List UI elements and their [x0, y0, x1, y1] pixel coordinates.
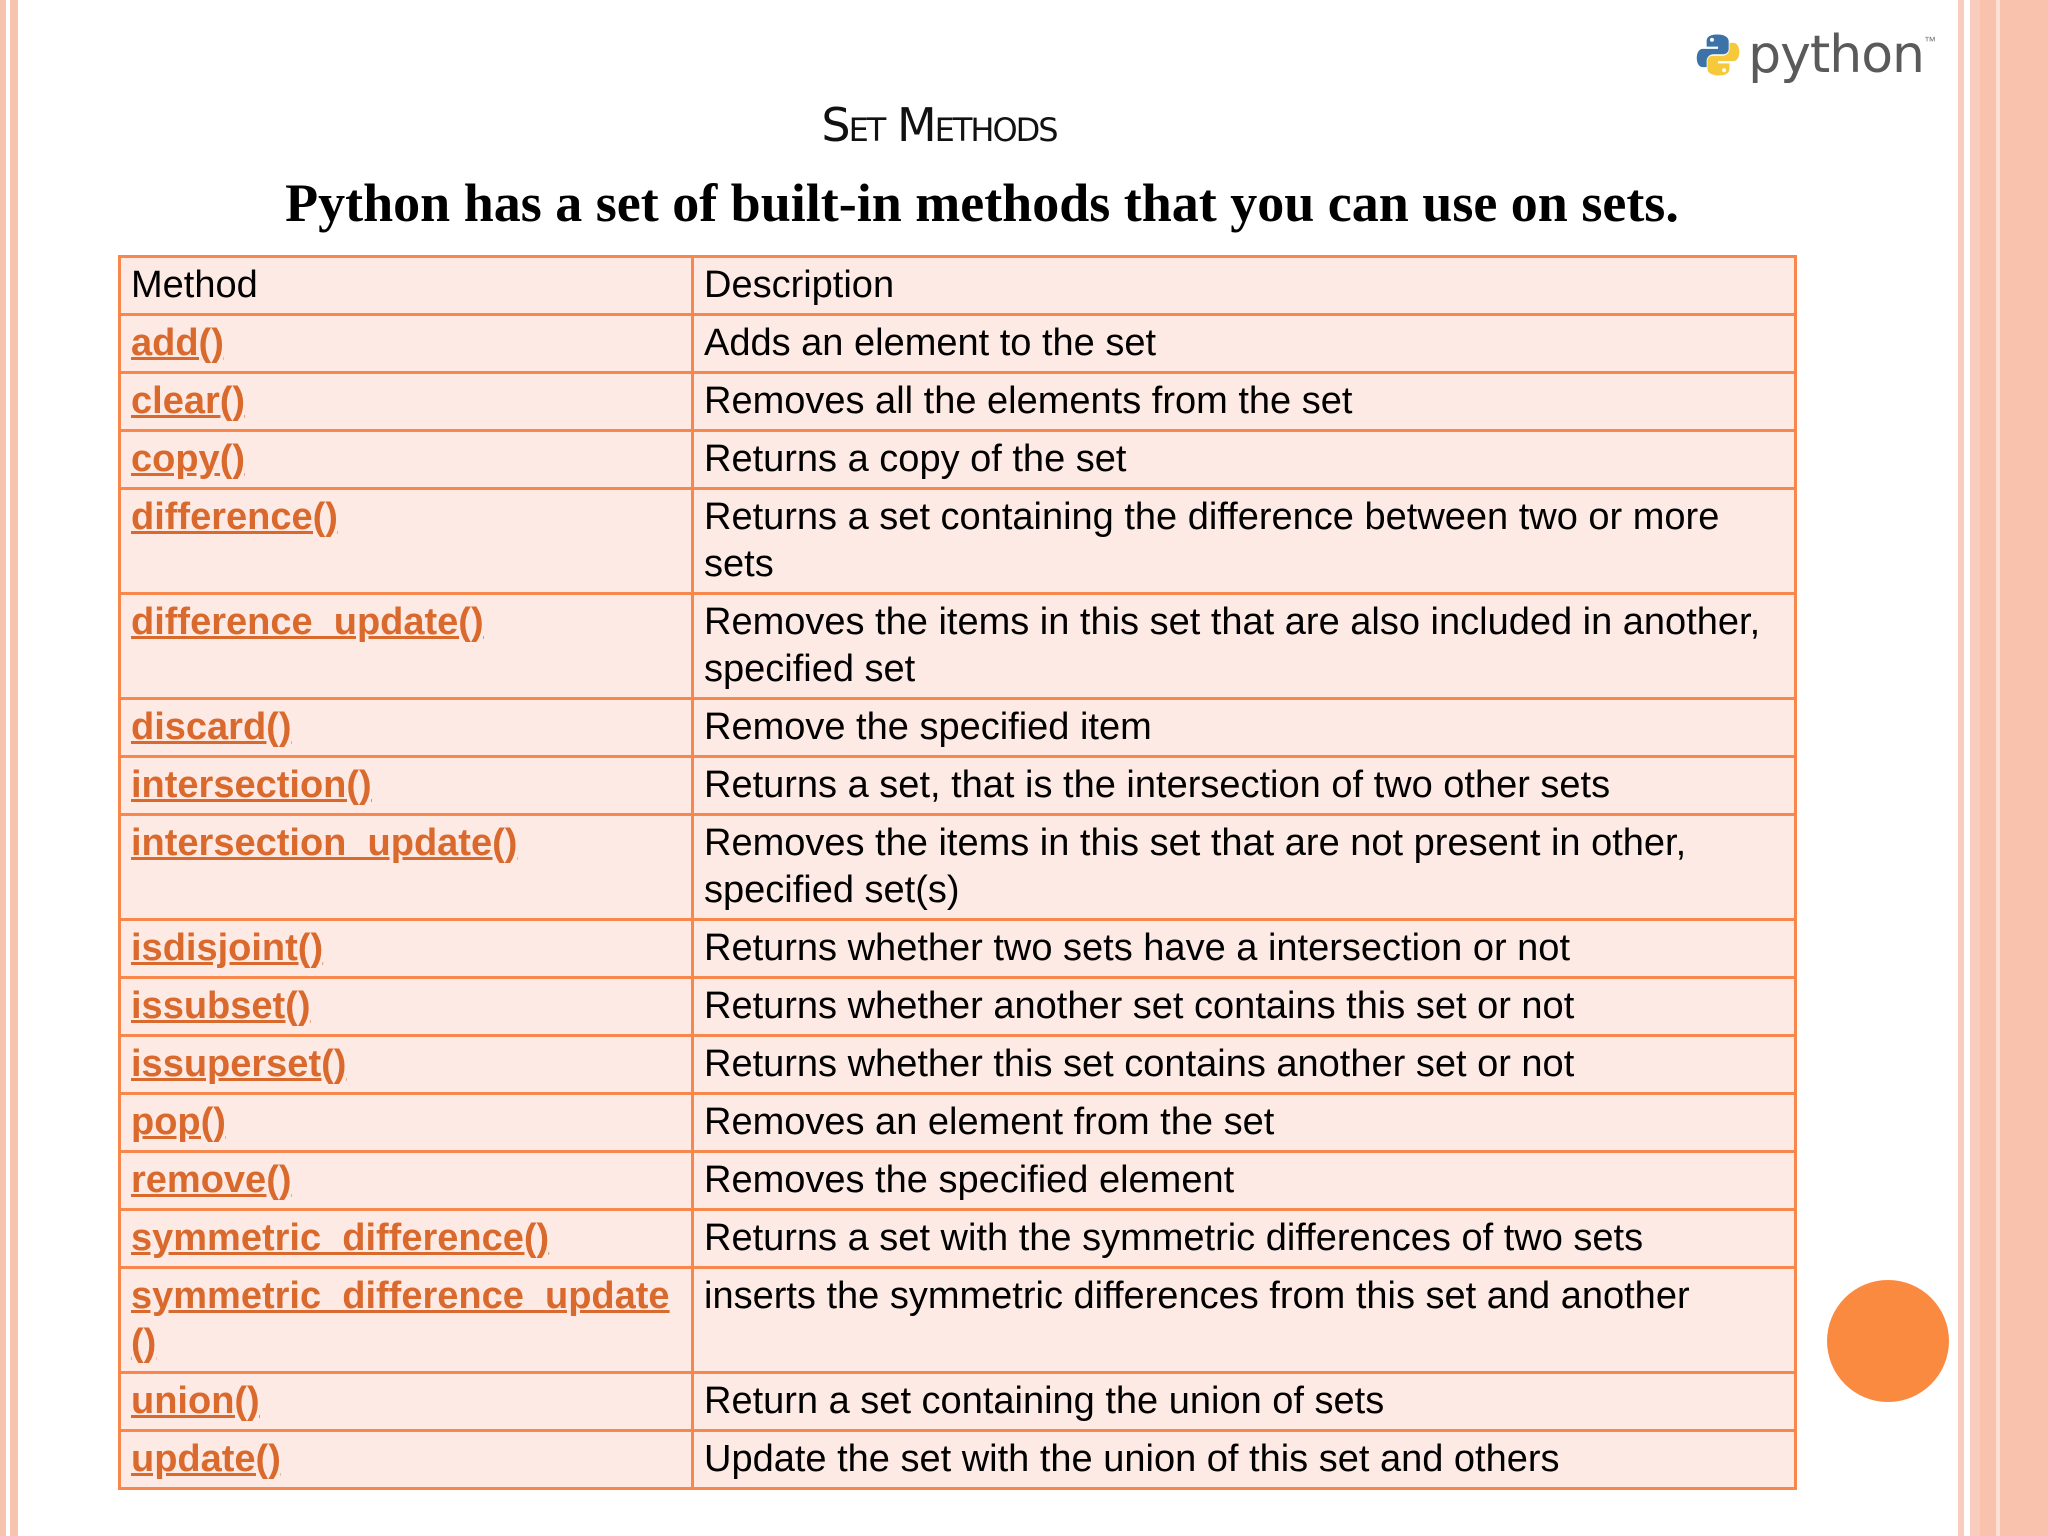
method-description: Returns whether another set contains this set or not	[693, 978, 1796, 1036]
method-description: inserts the symmetric differences from this set and another	[693, 1268, 1796, 1373]
table-row	[120, 315, 1796, 373]
table-row	[120, 1268, 1796, 1373]
table-row	[120, 373, 1796, 431]
method-link[interactable]: difference_update()	[120, 594, 693, 699]
method-link[interactable]: issubset()	[120, 978, 693, 1036]
table-row	[120, 1094, 1796, 1152]
table-row	[120, 489, 1796, 594]
method-link[interactable]: add()	[120, 315, 693, 373]
method-description: Return a set containing the union of sets	[693, 1373, 1796, 1431]
method-description: Adds an element to the set	[693, 315, 1796, 373]
method-link[interactable]: isdisjoint()	[120, 920, 693, 978]
table-row	[120, 1431, 1796, 1489]
method-description: Removes all the elements from the set	[693, 373, 1796, 431]
method-description: Removes the items in this set that are not present in other, specified set(s)	[693, 815, 1796, 920]
table-header-row	[120, 257, 1796, 315]
method-link[interactable]: difference()	[120, 489, 693, 594]
slide-title: Set Methods	[821, 98, 1057, 152]
method-description: Removes the specified element	[693, 1152, 1796, 1210]
method-link[interactable]: discard()	[120, 699, 693, 757]
method-link[interactable]: issuperset()	[120, 1036, 693, 1094]
set-methods-table	[118, 255, 1797, 1490]
slide-frame-right-line	[1996, 0, 2000, 1536]
method-link[interactable]: update()	[120, 1431, 693, 1489]
table-row	[120, 431, 1796, 489]
method-link[interactable]: union()	[120, 1373, 693, 1431]
method-description: Returns a set with the symmetric differences of two sets	[693, 1210, 1796, 1268]
method-link[interactable]: copy()	[120, 431, 693, 489]
python-logo-icon	[1696, 26, 1740, 84]
decorative-circle	[1827, 1280, 1949, 1402]
method-description: Update the set with the union of this set and others	[693, 1431, 1796, 1489]
method-description: Returns whether two sets have a intersection or not	[693, 920, 1796, 978]
table-row	[120, 978, 1796, 1036]
table-row	[120, 1036, 1796, 1094]
method-link[interactable]: clear()	[120, 373, 693, 431]
table-row	[120, 1373, 1796, 1431]
method-link[interactable]: symmetric_difference()	[120, 1210, 693, 1268]
slide-frame-right-band	[1980, 0, 2048, 1536]
table-row	[120, 594, 1796, 699]
table-row	[120, 757, 1796, 815]
method-description: Removes the items in this set that are also included in another, specified set	[693, 594, 1796, 699]
table-row	[120, 1210, 1796, 1268]
method-link[interactable]: remove()	[120, 1152, 693, 1210]
method-link[interactable]: pop()	[120, 1094, 693, 1152]
slide-subtitle: Python has a set of built-in methods that you can use on sets.	[285, 173, 1679, 233]
method-link[interactable]: intersection_update()	[120, 815, 693, 920]
python-logo-trademark: ™	[1924, 34, 1936, 48]
header-method: Method	[120, 257, 693, 315]
method-description: Returns a copy of the set	[693, 431, 1796, 489]
method-description: Returns whether this set contains another set or not	[693, 1036, 1796, 1094]
method-description: Removes an element from the set	[693, 1094, 1796, 1152]
python-logo	[1696, 20, 1936, 90]
method-link[interactable]: intersection()	[120, 757, 693, 815]
table-row	[120, 815, 1796, 920]
header-description: Description	[693, 257, 1796, 315]
method-link[interactable]: symmetric_difference_update()	[120, 1268, 693, 1373]
table-row	[120, 699, 1796, 757]
table-row	[120, 920, 1796, 978]
method-description: Returns a set containing the difference between two or more sets	[693, 489, 1796, 594]
python-logo-text: python	[1748, 25, 1924, 85]
method-description: Remove the specified item	[693, 699, 1796, 757]
table-row	[120, 1152, 1796, 1210]
method-description: Returns a set, that is the intersection of two other sets	[693, 757, 1796, 815]
